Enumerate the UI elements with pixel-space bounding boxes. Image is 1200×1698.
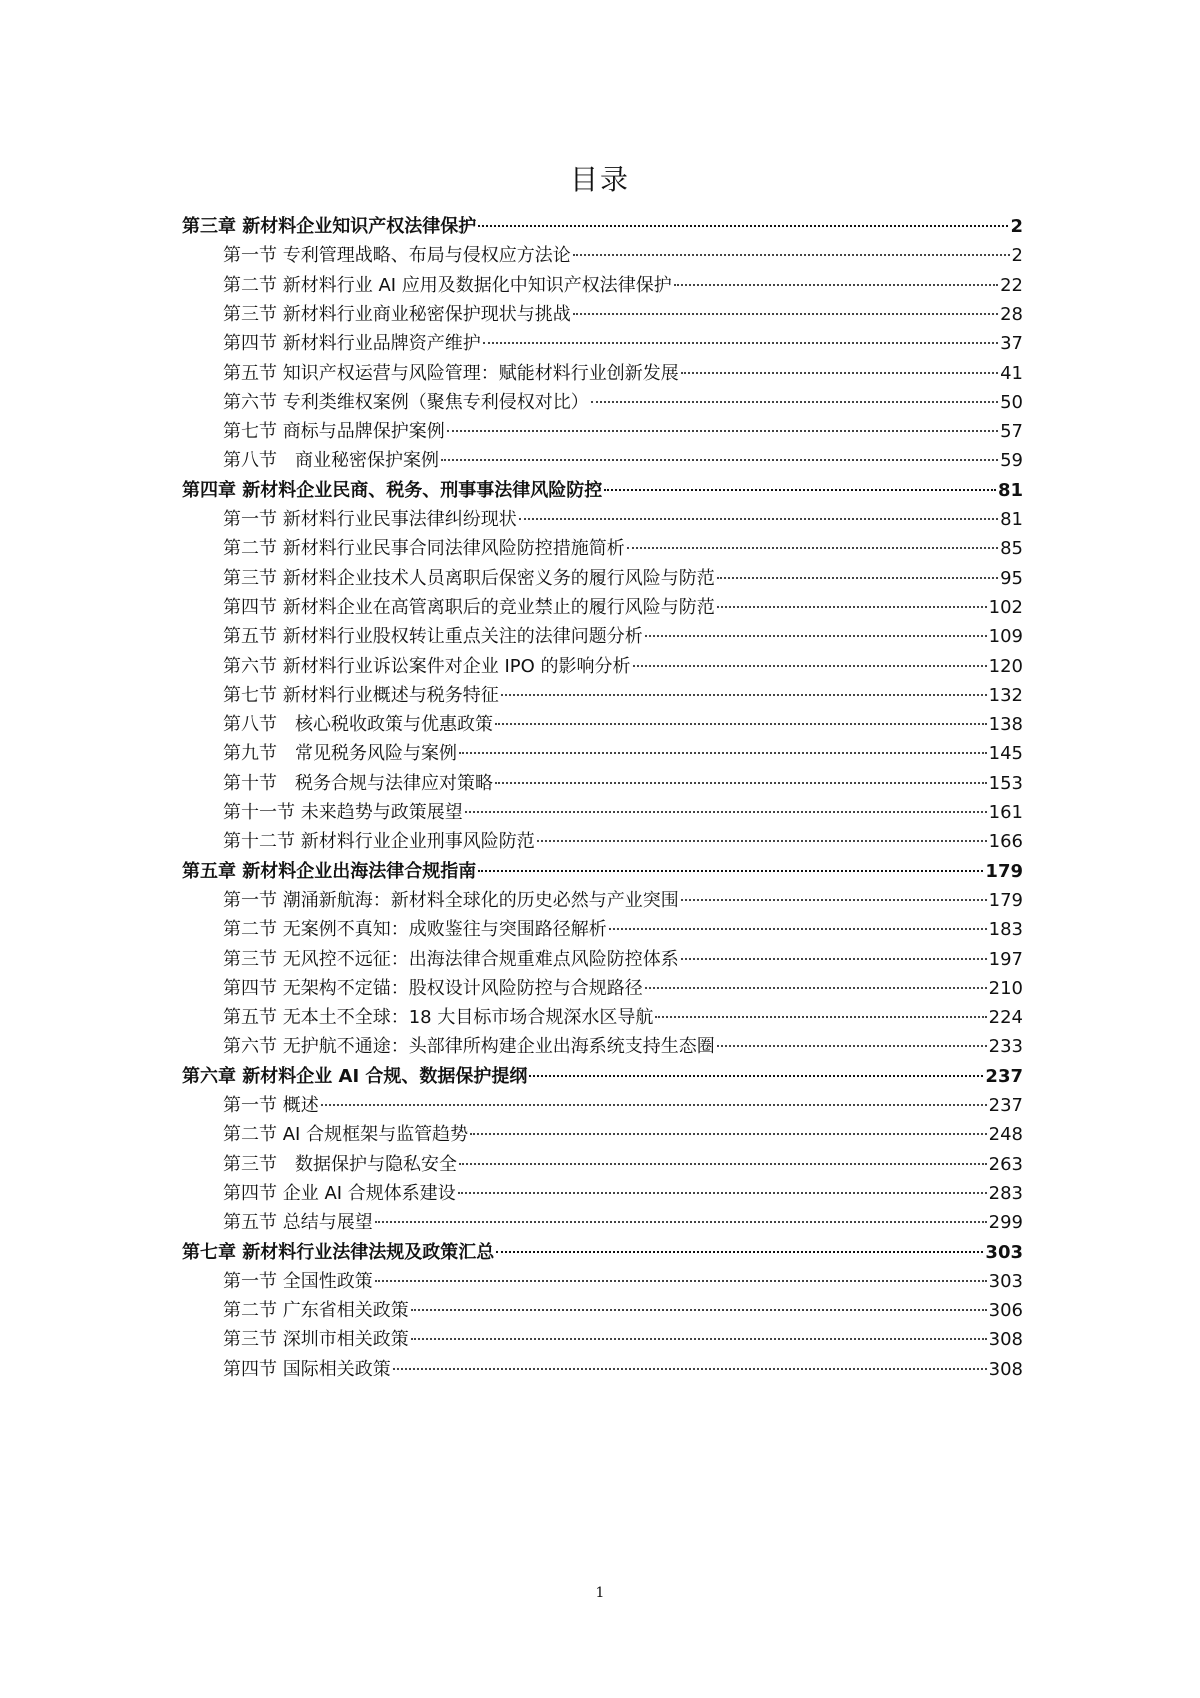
toc-entry-title: 第四节 国际相关政策 (223, 1358, 391, 1380)
toc-entry-title: 第二节 广东省相关政策 (223, 1300, 409, 1322)
toc-dot-leader (645, 635, 987, 637)
toc-entry-title: 第五节 知识产权运营与风险管理：赋能材料行业创新发展 (223, 362, 679, 384)
toc-entry-title: 第四节 新材料企业在高管离职后的竞业禁止的履行风险与防范 (223, 596, 715, 618)
toc-entry-page-number: 57 (1000, 421, 1023, 443)
toc-section-entry[interactable] (223, 1031, 1023, 1062)
toc-chapter-entry[interactable] (182, 856, 1023, 887)
toc-dot-leader (470, 1133, 987, 1135)
toc-section-entry[interactable] (223, 1354, 1023, 1385)
toc-section-entry[interactable] (223, 709, 1023, 740)
toc-entry-page-number: 248 (988, 1124, 1023, 1146)
toc-dot-leader (573, 254, 1010, 256)
toc-entry-title: 第八节 商业秘密保护案例 (223, 450, 439, 472)
toc-chapter-entry[interactable] (182, 1061, 1023, 1092)
toc-entry-title: 第二节 新材料行业 AI 应用及数据化中知识产权法律保护 (223, 274, 672, 296)
toc-entry-page-number: 37 (1000, 333, 1023, 355)
toc-entry-page-number: 179 (985, 860, 1023, 882)
toc-entry-title: 第十节 税务合规与法律应对策略 (223, 772, 493, 794)
toc-entry-page-number: 81 (997, 479, 1023, 501)
toc-entry-page-number: 81 (1000, 509, 1023, 530)
toc-dot-leader (519, 518, 998, 520)
toc-section-entry[interactable] (223, 651, 1023, 682)
toc-section-entry[interactable] (223, 328, 1023, 359)
toc-dot-leader (717, 606, 987, 608)
toc-dot-leader (501, 694, 987, 696)
toc-dot-leader (441, 459, 998, 461)
toc-dot-leader (478, 225, 1008, 227)
toc-entry-page-number: 237 (988, 1095, 1023, 1116)
toc-entry-page-number: 183 (988, 919, 1023, 941)
toc-section-entry[interactable] (223, 621, 1023, 652)
toc-section-entry[interactable] (223, 1324, 1023, 1355)
toc-section-entry[interactable] (223, 1207, 1023, 1238)
toc-dot-leader (393, 1368, 987, 1370)
toc-entry-page-number: 59 (1000, 450, 1023, 472)
toc-entry-title: 第二节 新材料行业民事合同法律风险防控措施简析 (223, 538, 625, 560)
toc-dot-leader (495, 782, 987, 784)
toc-section-entry[interactable] (223, 885, 1023, 916)
toc-entry-title: 第五节 无本土不全球：18 大目标市场合规深水区导航 (223, 1007, 654, 1029)
toc-entry-title: 第四节 无架构不定锚：股权设计风险防控与合规路径 (223, 977, 643, 999)
toc-section-entry[interactable] (223, 768, 1023, 799)
toc-entry-page-number: 28 (1000, 303, 1023, 325)
toc-entry-title: 第三节 深圳市相关政策 (223, 1329, 409, 1351)
toc-section-entry[interactable] (223, 1149, 1023, 1180)
toc-entry-title: 第六节 专利类维权案例（聚焦专利侵权对比） (223, 391, 589, 413)
toc-entry-page-number: 303 (985, 1241, 1023, 1263)
toc-section-entry[interactable] (223, 973, 1023, 1004)
toc-entry-page-number: 233 (988, 1036, 1023, 1058)
toc-entry-title: 第六节 无护航不通途：头部律所构建企业出海系统支持生态圈 (223, 1036, 715, 1058)
toc-dot-leader (321, 1104, 987, 1106)
toc-dot-leader (717, 577, 998, 579)
toc-entry-title: 第一节 全国性政策 (223, 1270, 373, 1292)
toc-entry-title: 第四节 企业 AI 合规体系建设 (223, 1182, 456, 1204)
toc-entry-page-number: 120 (988, 655, 1023, 677)
toc-entry-title: 第三节 新材料行业商业秘密保护现状与挑战 (223, 303, 571, 325)
toc-dot-leader (633, 665, 987, 667)
toc-dot-leader (465, 811, 987, 813)
toc-dot-leader (458, 1192, 987, 1194)
toc-section-entry[interactable] (223, 1295, 1023, 1326)
toc-entry-page-number: 237 (985, 1065, 1023, 1087)
toc-dot-leader (681, 899, 987, 901)
toc-entry-page-number: 306 (988, 1300, 1023, 1322)
toc-entry-title: 第五节 总结与展望 (223, 1212, 373, 1234)
toc-section-entry[interactable] (223, 240, 1023, 271)
toc-entry-page-number: 303 (988, 1270, 1023, 1292)
toc-entry-title: 第一节 专利管理战略、布局与侵权应方法论 (223, 245, 571, 267)
toc-dot-leader (655, 1016, 986, 1018)
toc-entry-page-number: 308 (988, 1358, 1023, 1380)
toc-section-entry[interactable] (223, 1002, 1023, 1033)
toc-section-entry[interactable] (223, 416, 1023, 447)
toc-title: 目录 (569, 163, 630, 196)
toc-dot-leader (447, 430, 998, 432)
toc-entry-page-number: 138 (988, 714, 1023, 736)
toc-chapter-entry[interactable] (182, 1237, 1023, 1268)
toc-entry-page-number: 85 (1000, 538, 1023, 560)
toc-dot-leader (645, 987, 987, 989)
toc-section-entry[interactable] (223, 1119, 1023, 1150)
toc-entry-page-number: 22 (1000, 274, 1023, 296)
toc-section-entry[interactable] (223, 563, 1023, 594)
toc-entry-page-number: 197 (988, 948, 1023, 970)
toc-section-entry[interactable] (223, 270, 1023, 301)
toc-dot-leader (573, 313, 998, 315)
toc-section-entry[interactable] (223, 387, 1023, 418)
toc-dot-leader (674, 284, 998, 286)
toc-section-entry[interactable] (223, 914, 1023, 945)
toc-entry-title: 第五节 新材料行业股权转让重点关注的法律问题分析 (223, 626, 643, 648)
toc-section-entry[interactable] (223, 738, 1023, 769)
toc-dot-leader (411, 1309, 987, 1311)
toc-section-entry[interactable] (223, 533, 1023, 564)
toc-entry-page-number: 50 (1000, 391, 1023, 413)
toc-entry-title: 第三节 无风控不远征：出海法律合规重难点风险防控体系 (223, 948, 679, 970)
toc-entry-title: 第七节 新材料行业概述与税务特征 (223, 684, 499, 706)
toc-entry-title: 第二节 无案例不真知：成败鉴往与突围路径解析 (223, 919, 607, 941)
toc-entry-title: 第六节 新材料行业诉讼案件对企业 IPO 的影响分析 (223, 655, 631, 677)
toc-entry-title: 第八节 核心税收政策与优惠政策 (223, 714, 493, 736)
page-number: 1 (595, 1585, 605, 1601)
toc-dot-leader (459, 752, 987, 754)
toc-entry-page-number: 224 (988, 1007, 1023, 1029)
toc-entry-title: 第三章 新材料企业知识产权法律保护 (182, 216, 477, 237)
toc-entry-title: 第一节 新材料行业民事法律纠纷现状 (223, 509, 517, 530)
toc-section-entry[interactable] (223, 797, 1023, 828)
toc-entry-page-number: 41 (1000, 362, 1023, 384)
toc-dot-leader (681, 958, 987, 960)
toc-section-entry[interactable] (223, 504, 1023, 535)
toc-entry-page-number: 210 (988, 977, 1023, 999)
toc-entry-page-number: 283 (988, 1182, 1023, 1204)
toc-entry-title: 第十一节 未来趋势与政策展望 (223, 802, 463, 823)
toc-section-entry[interactable] (223, 826, 1023, 857)
toc-entry-title: 第一节 概述 (223, 1095, 319, 1116)
toc-dot-leader (375, 1280, 987, 1282)
toc-entry-page-number: 166 (988, 831, 1023, 853)
toc-dot-leader (478, 870, 983, 872)
toc-entry-title: 第三节 新材料企业技术人员离职后保密义务的履行风险与防范 (223, 567, 715, 589)
toc-entry-page-number: 308 (988, 1329, 1023, 1351)
toc-entry-title: 第十二节 新材料行业企业刑事风险防范 (223, 831, 535, 853)
toc-section-entry[interactable] (223, 680, 1023, 711)
toc-entry-page-number: 132 (988, 684, 1023, 706)
toc-entry-page-number: 153 (988, 772, 1023, 794)
toc-dot-leader (717, 1045, 987, 1047)
toc-entry-title: 第六章 新材料企业 AI 合规、数据保护提纲 (182, 1065, 528, 1087)
toc-dot-leader (609, 928, 987, 930)
toc-entry-title: 第九节 常见税务风险与案例 (223, 743, 457, 765)
toc-dot-leader (483, 342, 998, 344)
toc-section-entry[interactable] (223, 944, 1023, 975)
toc-entry-title: 第七节 商标与品牌保护案例 (223, 421, 445, 443)
toc-chapter-entry[interactable] (182, 475, 1023, 506)
toc-entry-page-number: 299 (988, 1212, 1023, 1234)
toc-entry-page-number: 161 (988, 802, 1023, 823)
toc-entry-page-number: 145 (988, 743, 1023, 765)
toc-dot-leader (411, 1338, 987, 1340)
toc-entry-title: 第二节 AI 合规框架与监管趋势 (223, 1124, 469, 1146)
toc-dot-leader (375, 1221, 987, 1223)
toc-section-entry[interactable] (223, 1266, 1023, 1297)
toc-section-entry[interactable] (223, 592, 1023, 623)
toc-dot-leader (459, 1163, 987, 1165)
toc-section-entry[interactable] (223, 358, 1023, 389)
toc-section-entry[interactable] (223, 445, 1023, 476)
toc-entry-page-number: 179 (988, 889, 1023, 911)
toc-entry-title: 第四章 新材料企业民商、税务、刑事事法律风险防控 (182, 479, 603, 501)
toc-dot-leader (681, 372, 998, 374)
toc-entry-title: 第一节 潮涌新航海：新材料全球化的历史必然与产业突围 (223, 889, 679, 911)
toc-dot-leader (529, 1075, 983, 1077)
toc-entry-page-number: 2 (1010, 216, 1023, 237)
toc-dot-leader (495, 723, 987, 725)
toc-dot-leader (604, 489, 996, 491)
toc-section-entry[interactable] (223, 299, 1023, 330)
toc-dot-leader (537, 840, 987, 842)
toc-section-entry[interactable] (223, 1090, 1023, 1121)
toc-entry-title: 第三节 数据保护与隐私安全 (223, 1153, 457, 1175)
toc-entry-page-number: 109 (988, 626, 1023, 648)
toc-section-entry[interactable] (223, 1178, 1023, 1209)
toc-entry-title: 第七章 新材料行业法律法规及政策汇总 (182, 1241, 495, 1263)
toc-dot-leader (627, 547, 998, 549)
toc-entry-page-number: 263 (988, 1153, 1023, 1175)
toc-entry-page-number: 102 (988, 596, 1023, 618)
toc-entry-title: 第五章 新材料企业出海法律合规指南 (182, 860, 477, 882)
toc-chapter-entry[interactable] (182, 211, 1023, 242)
toc-dot-leader (591, 401, 998, 403)
toc-entry-page-number: 2 (1011, 245, 1023, 267)
toc-entry-title: 第四节 新材料行业品牌资产维护 (223, 333, 481, 355)
toc-entry-page-number: 95 (1000, 567, 1023, 589)
toc-dot-leader (496, 1251, 983, 1253)
